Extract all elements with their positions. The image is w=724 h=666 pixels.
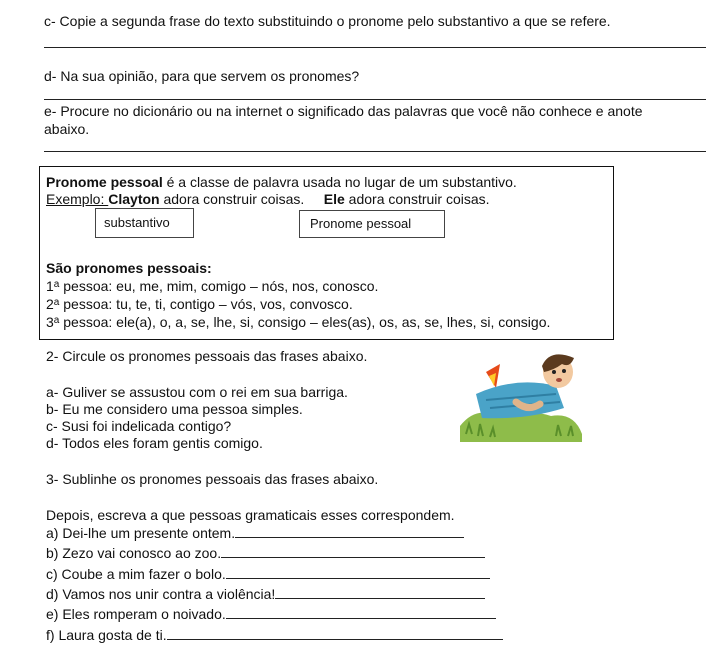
- question-d: d- Na sua opinião, para que servem os pronomes?: [44, 68, 360, 84]
- answer-line-3e[interactable]: [226, 606, 496, 619]
- question-2-title: 2- Circule os pronomes pessoais das frases abaixo.: [46, 348, 368, 364]
- example-pronoun: Ele: [323, 191, 345, 207]
- list-title: São pronomes pessoais:: [46, 260, 212, 276]
- tag-substantivo: substantivo: [95, 208, 194, 238]
- answer-line-3a[interactable]: [235, 525, 464, 538]
- question-3-d: d) Vamos nos unir contra a violência!: [46, 586, 276, 602]
- third-person-number: 3: [46, 314, 54, 330]
- example-rest-2: adora construir coisas.: [344, 191, 490, 207]
- answer-line-3c[interactable]: [226, 566, 490, 579]
- question-e-line2: abaixo.: [44, 121, 90, 137]
- answer-line-3d[interactable]: [275, 586, 485, 599]
- question-3-f: f) Laura gosta de ti.: [46, 627, 167, 643]
- question-3-f-row: [46, 627, 503, 644]
- ordinal-mark: a: [53, 315, 60, 326]
- definition-term: Pronome pessoal: [46, 174, 163, 190]
- question-3-instruction: Depois, escreva a que pessoas gramaticais esses correspondem.: [46, 507, 455, 523]
- tag-pronome-pessoal: Pronome pessoal: [299, 210, 445, 238]
- third-person-line: [46, 314, 550, 331]
- answer-line-3b[interactable]: [221, 545, 485, 558]
- question-2-d: d- Todos eles foram gentis comigo.: [46, 435, 263, 451]
- answer-line-e[interactable]: [44, 151, 706, 152]
- question-3-e: e) Eles romperam o noivado.: [46, 606, 226, 622]
- question-2-b: b- Eu me considero uma pessoa simples.: [46, 401, 303, 417]
- answer-line-c[interactable]: [44, 47, 706, 48]
- question-3-c: c) Coube a mim fazer o bolo.: [46, 566, 226, 582]
- question-3-title: 3- Sublinhe os pronomes pessoais das frases abaixo.: [46, 471, 379, 487]
- definition-rest: é a classe de palavra usada no lugar de um substantivo.: [162, 174, 517, 190]
- question-3-b-row: [46, 545, 485, 562]
- question-3-e-row: [46, 606, 496, 623]
- answer-line-3f[interactable]: [167, 627, 503, 640]
- second-person-line: [46, 296, 353, 313]
- first-person-line: [46, 278, 378, 295]
- second-person-number: 2: [46, 296, 54, 312]
- question-3-a-row: [46, 525, 464, 542]
- question-2-a: a- Guliver se assustou com o rei em sua barriga.: [46, 384, 348, 400]
- second-person-text: pessoa: tu, te, ti, contigo – vós, vos, convosco.: [59, 296, 353, 312]
- ordinal-mark: a: [53, 279, 60, 290]
- question-3-a: a) Dei-lhe um presente ontem.: [46, 525, 236, 541]
- question-3-b: b) Zezo vai conosco ao zoo.: [46, 545, 222, 561]
- question-c: c- Copie a segunda frase do texto substituindo o pronome pelo substantivo a que se refere.: [44, 13, 611, 29]
- question-2-c: c- Susi foi indelicada contigo?: [46, 418, 232, 434]
- example-text: [46, 191, 490, 208]
- answer-line-d[interactable]: [44, 99, 706, 100]
- gulliver-illustration: [456, 346, 586, 446]
- ordinal-mark: a: [53, 297, 60, 308]
- definition-text: [46, 174, 517, 191]
- question-3-d-row: [46, 586, 485, 603]
- question-3-c-row: [46, 566, 490, 583]
- first-person-number: 1: [46, 278, 54, 294]
- example-label: Exemplo:: [46, 191, 109, 207]
- third-person-text: pessoa: ele(a), o, a, se, lhe, si, consigo – eles(as), os, as, se, lhes, si, consigo.: [59, 314, 551, 330]
- example-noun: Clayton: [108, 191, 160, 207]
- question-e-line1: e- Procure no dicionário ou na internet o significado das palavras que você não conhece e anote: [44, 103, 643, 119]
- first-person-text: pessoa: eu, me, mim, comigo – nós, nos, conosco.: [59, 278, 379, 294]
- example-rest-1: adora construir coisas.: [159, 191, 305, 207]
